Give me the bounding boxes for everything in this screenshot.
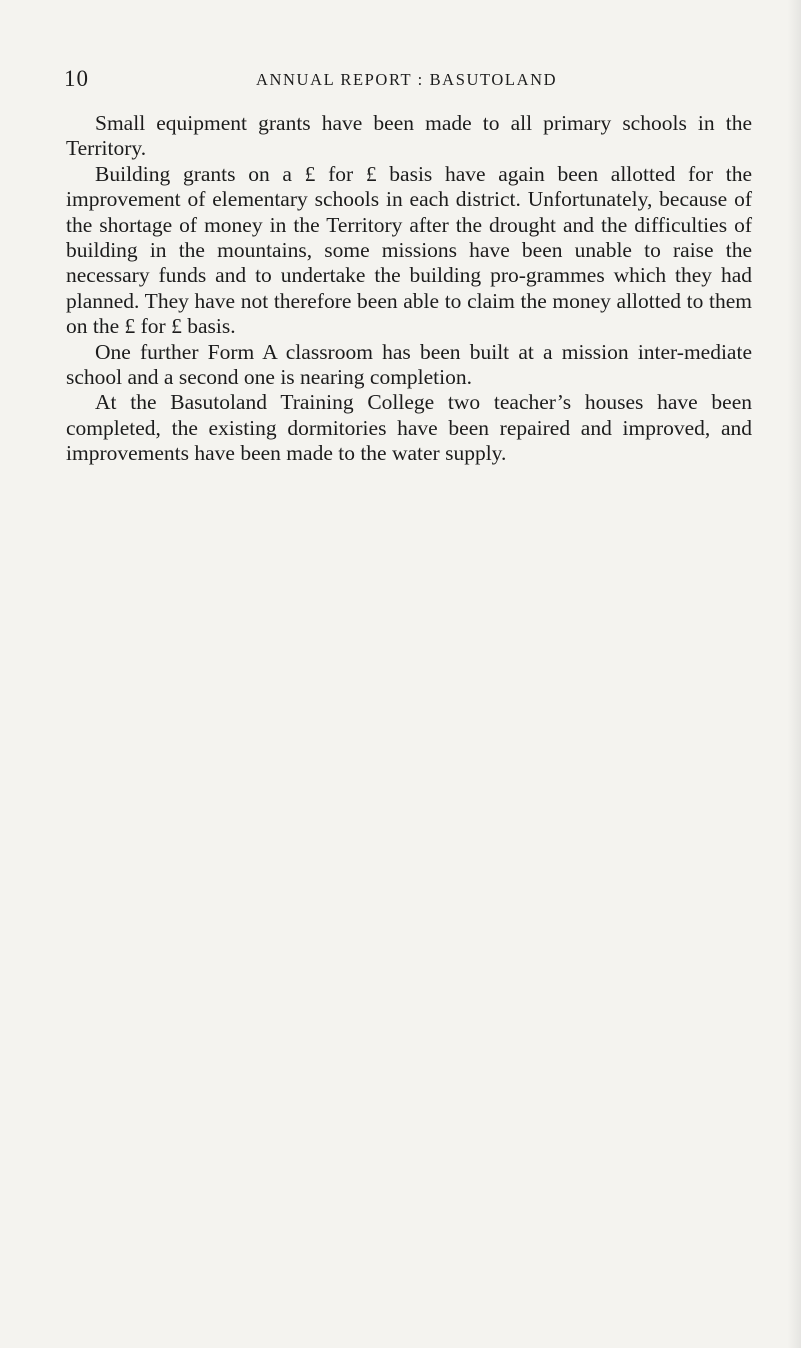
page-header [64, 66, 754, 96]
paragraph-training-college: At the Basutoland Training College two teacher’s houses have been completed, the existing dormitories have been repaired and improved, and improvements have been made to the water supply. [66, 390, 752, 466]
running-head: ANNUAL REPORT : BASUTOLAND [256, 70, 558, 89]
paragraph-equipment-grants: Small equipment grants have been made to all primary schools in the Territory. [66, 111, 752, 161]
page-number: 10 [64, 66, 89, 91]
paragraph-form-a-classroom: One further Form A classroom has been built at a mission inter-mediate school and a second one is nearing completion. [66, 339, 752, 390]
body-text [66, 111, 752, 467]
paragraph-building-grants: Building grants on a £ for £ basis have again been allotted for the improvement of elementary schools in each district. Unfortunately, because of the shortage of money in the Territory after the drought and the difficulties of building in the mountains, some missions have been unable to raise the necessary funds and to undertake the building pro-grammes which they had planned. They have not therefore been able to claim the money allotted to them on the £ for £ basis. [66, 161, 752, 339]
page-edge-shadow [787, 0, 801, 1348]
